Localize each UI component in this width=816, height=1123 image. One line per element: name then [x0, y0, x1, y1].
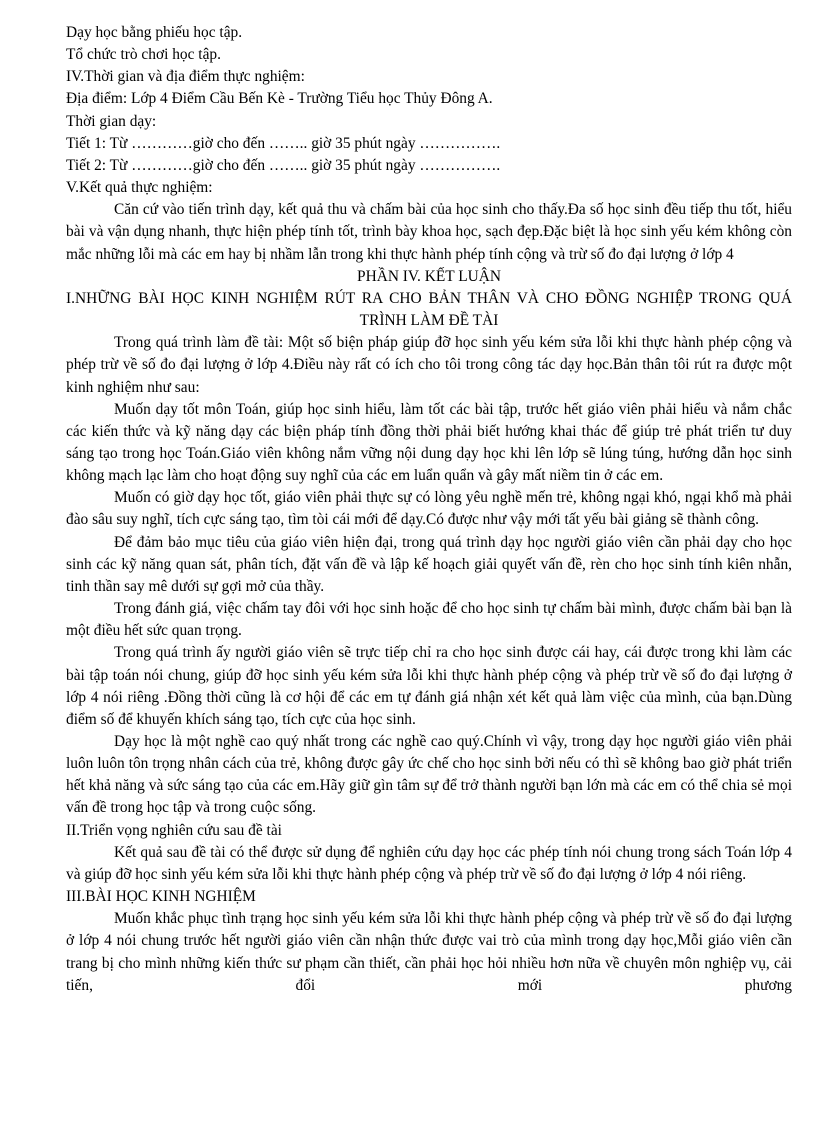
section-2-paragraph: Kết quả sau đề tài có thể được sử dụng để nghiên cứu dạy học các phép tính nói chung trong sách Toán lớp 4 và giúp đỡ học sinh yếu kém sửa lỗi khi thực hành phép cộng và phép trừ về số đo đại lượng ở lớp 4 nói riêng. — [66, 843, 792, 883]
section-3-paragraph: Muốn khắc phục tình trạng học sinh yếu kém sửa lỗi khi thực hành phép cộng và phép trừ về số đo đại lượng ở lớp 4 nói chung trước hết người giáo viên cần nhận thức được vai trò của mình trong dạy học,Mỗi giáo viên cần trang bị cho mình những kiến thức sư phạm cần thiết, cần phải học hỏi nhiều hơn nữa về chuyên môn nghiệp vụ, cải tiến, đổi mới phương — [66, 910, 792, 994]
heading-time-place: IV.Thời gian và địa điểm thực nghiệm: — [66, 68, 305, 86]
line-period-1: Tiết 1: Từ …………giờ cho đến …….. giờ 35 phút ngày ……………. — [66, 134, 501, 152]
heading-experiment-result: V.Kết quả thực nghiệm: — [66, 179, 213, 197]
section-1-paragraph: Dạy học là một nghề cao quý nhất trong các nghề cao quý.Chính vì vậy, trong dạy học người giáo viên phải luôn luôn tôn trọng nhân cách của trẻ, không được gây ức chế cho học sinh bởi nếu có thì sẽ không bao giờ phát triển hết khả năng và sức sáng tạo của các em.Hãy giữ gìn tâm sự để trở thành người bạn lớn mà các em có thể chia sẻ mọi vấn đề trong học tập và trong cuộc sống. — [66, 733, 792, 817]
section-1-paragraph: Để đảm bảo mục tiêu của giáo viên hiện đại, trong quá trình dạy học người giáo viên cần phải dạy cho học sinh các kỹ năng quan sát, phân tích, đặt vấn đề và lập kế hoạch giải quyết vấn đề, rèn cho học sinh tính kiên nhẫn, tinh thần say mê dưới sự gợi mở của thầy. — [66, 533, 792, 595]
line-method-worksheet: Dạy học bằng phiếu học tập. — [66, 24, 243, 41]
section-1-paragraph: Trong quá trình làm đề tài: Một số biện pháp giúp đỡ học sinh yếu kém sửa lỗi khi thực hành phép cộng và phép trừ về số đo đại lượng ở lớp 4.Điều này rất có ích cho tôi trong công tác dạy học.Bản thân tôi rút ra được một kinh nghiệm như sau: — [66, 334, 792, 396]
section-2-heading: II.Triển vọng nghiên cứu sau đề tài — [66, 821, 282, 839]
section-3-heading: III.BÀI HỌC KINH NGHIỆM — [66, 888, 256, 906]
section-1-heading: I.NHỮNG BÀI HỌC KINH NGHIỆM RÚT RA CHO BẢN THÂN VÀ CHO ĐỒNG NGHIỆP TRONG QUÁ TRÌNH LÀM ĐỀ TÀI — [66, 289, 792, 330]
part-title: PHẦN IV. KẾT LUẬN — [357, 267, 501, 285]
result-paragraph: Căn cứ vào tiến trình dạy, kết quả thu và chấm bài của học sinh cho thấy.Đa số học sinh đều tiếp thu tốt, hiểu bài và vận dụng nhanh, thực hiện phép tính tốt, trình bày khoa học, sạch đẹp.Đặc biệt là học sinh yếu kém không còn mắc những lỗi mà các em hay bị nhầm lẫn trong khi thực hành phép tính cộng và trừ số đo đại lượng ở lớp 4 — [66, 201, 792, 263]
line-method-game: Tổ chức trò chơi học tập. — [66, 46, 221, 64]
section-1-paragraph: Muốn có giờ dạy học tốt, giáo viên phải thực sự có lòng yêu nghề mến trẻ, không ngại khó, ngại khổ mà phải đào sâu suy nghĩ, tích cực sáng tạo, tìm tòi cái mới để dạy.Có được như vậy mới tất yếu bài giảng sẽ thành công. — [66, 489, 792, 529]
section-1-paragraph: Muốn dạy tốt môn Toán, giúp học sinh hiểu, làm tốt các bài tập, trước hết giáo viên phải hiểu và nắm chắc các kiến thức và kỹ năng dạy các biện pháp tính đồng thời phải biết hướng khai thác để giúp trẻ phát triển tư duy sáng tạo trong học Toán.Giáo viên không nắm vững nội dung dạy học khi lên lớp sẽ lúng túng, hướng dẫn học sinh không mạch lạc làm cho hoạt động suy nghĩ của các em luẩn quẩn và gây mất niềm tin ở các em. — [66, 400, 792, 485]
section-1-paragraph: Trong đánh giá, việc chấm tay đôi với học sinh hoặc để cho học sinh tự chấm bài mình, được chấm bài bạn là một điều hết sức quan trọng. — [66, 600, 792, 640]
section-1-paragraph: Trong quá trình ấy người giáo viên sẽ trực tiếp chỉ ra cho học sinh được cái hay, cái được trong khi làm các bài tập toán nói chung, giúp đỡ học sinh yếu kém sửa lỗi khi thực hành phép cộng và phép trừ về số đo đại lượng ở lớp 4 nói riêng .Đồng thời cũng là cơ hội để các em tự đánh giá nhận xét kết quả làm việc của mình, của bạn.Dùng điểm số để khuyến khích sáng tạo, tích cực của học sinh. — [66, 644, 792, 728]
line-teaching-time: Thời gian dạy: — [66, 112, 157, 130]
line-period-2: Tiết 2: Từ …………giờ cho đến …….. giờ 35 phút ngày ……………. — [66, 156, 501, 174]
line-location: Địa điểm: Lớp 4 Điểm Cầu Bến Kè - Trường Tiểu học Thủy Đông A. — [66, 90, 493, 108]
